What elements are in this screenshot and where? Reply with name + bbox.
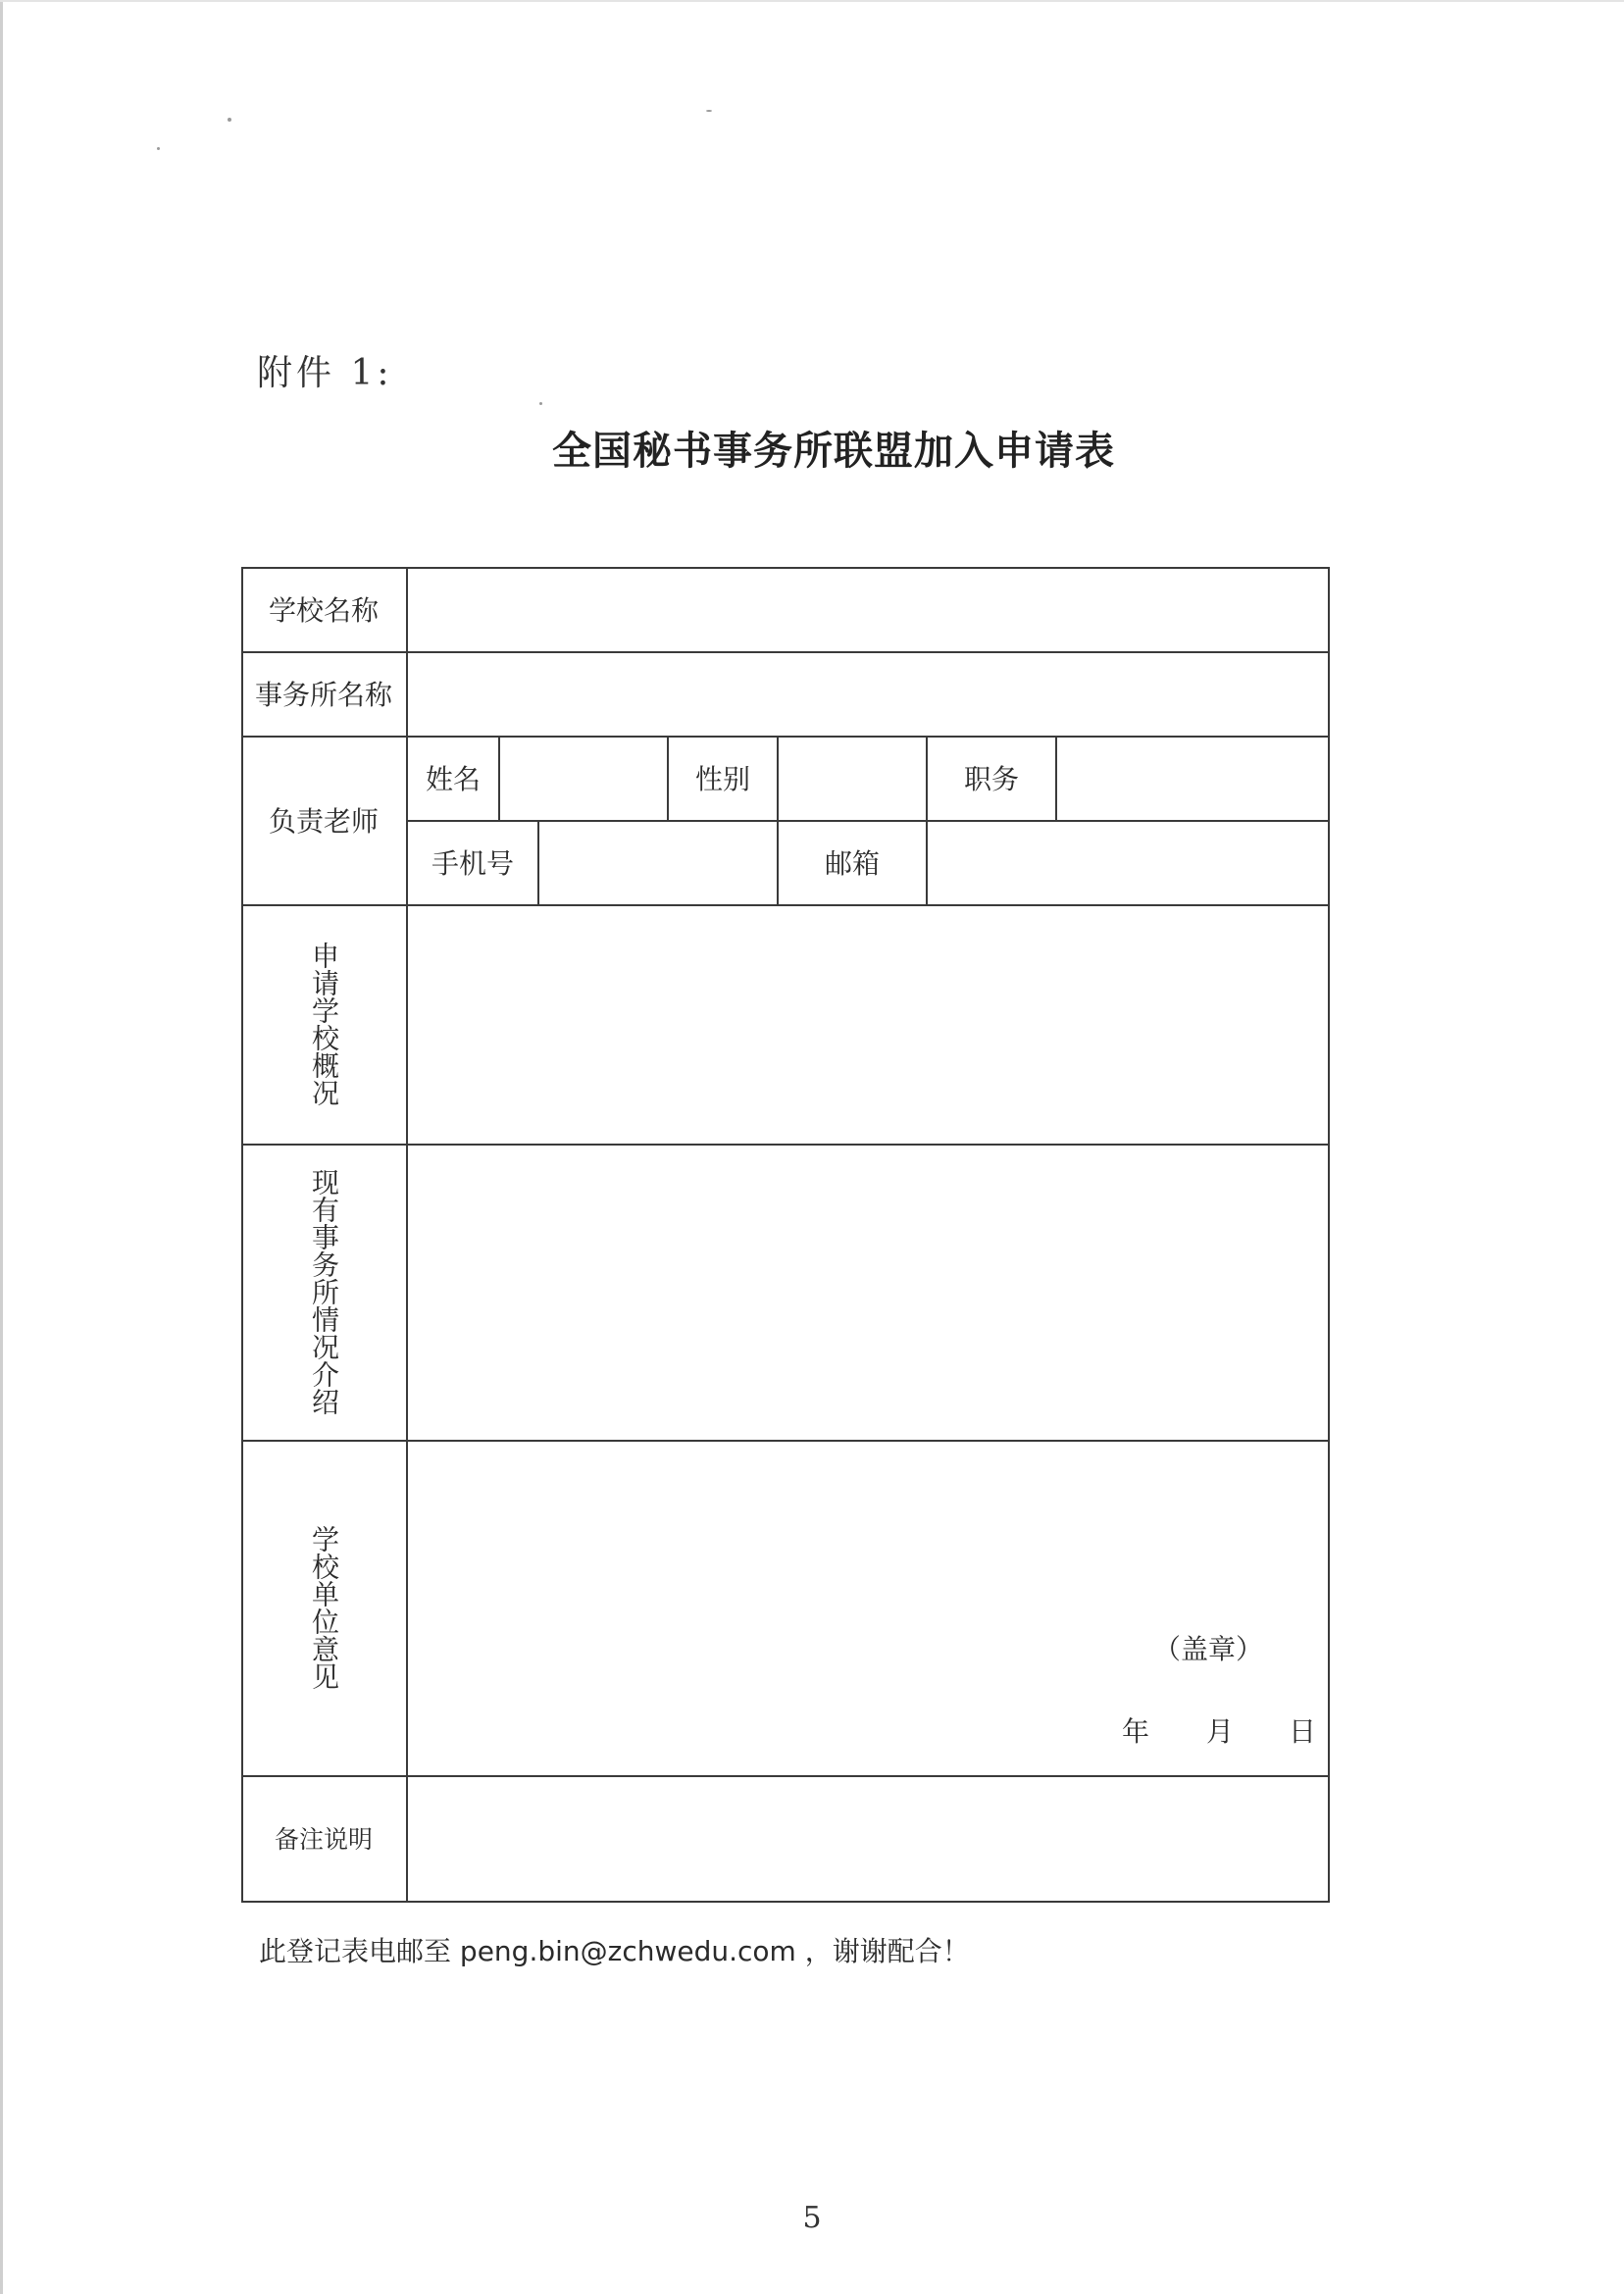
office-name-label: 事务所名称 bbox=[254, 679, 392, 711]
position-field[interactable] bbox=[1057, 738, 1328, 820]
name-label: 姓名 bbox=[425, 763, 481, 795]
email-field[interactable] bbox=[928, 822, 1328, 904]
page-number: 5 bbox=[802, 2201, 822, 2235]
phone-label: 手机号 bbox=[431, 847, 514, 880]
page-title-text: 全国秘书事务所联盟加入申请表 bbox=[552, 429, 1115, 474]
office-intro-label-text: 现有事务所情况介绍 bbox=[308, 1168, 340, 1415]
scan-speck bbox=[539, 402, 542, 405]
day-label: 日 bbox=[1289, 1715, 1317, 1748]
email-label: 邮箱 bbox=[824, 847, 880, 880]
office-intro-field[interactable] bbox=[408, 1146, 1326, 1440]
scan-edge bbox=[0, 0, 3, 2294]
footer-note-prefix: 此登记表电邮至 bbox=[259, 1935, 452, 1967]
office-name-field[interactable] bbox=[408, 653, 1326, 736]
gender-field[interactable] bbox=[779, 738, 926, 820]
teacher-label: 负责老师 bbox=[268, 805, 379, 838]
gender-label: 性别 bbox=[694, 763, 750, 795]
name-field[interactable] bbox=[500, 738, 667, 820]
month-label: 月 bbox=[1206, 1715, 1235, 1748]
page-title bbox=[0, 420, 1624, 476]
footer-note bbox=[259, 1930, 970, 1969]
scan-speck bbox=[706, 110, 712, 112]
form-border bbox=[241, 1901, 1330, 1903]
attachment-label: 附件 1: bbox=[257, 353, 393, 393]
school-opinion-label bbox=[241, 1440, 406, 1775]
school-opinion-label-text: 学校单位意见 bbox=[308, 1525, 340, 1690]
seal-label: （盖章） bbox=[1153, 1633, 1264, 1665]
scan-speck bbox=[228, 118, 231, 122]
footer-email-link[interactable]: peng.bin@zchwedu.com bbox=[459, 1935, 796, 1967]
application-form bbox=[241, 567, 1330, 1903]
scan-edge bbox=[0, 0, 1624, 2]
school-overview-field[interactable] bbox=[408, 906, 1326, 1144]
phone-field[interactable] bbox=[539, 822, 777, 904]
year-label: 年 bbox=[1122, 1715, 1150, 1748]
office-intro-label bbox=[241, 1144, 406, 1440]
school-opinion-field[interactable] bbox=[408, 1442, 1326, 1775]
school-name-label: 学校名称 bbox=[268, 594, 379, 627]
footer-note-suffix: ，谢谢配合！ bbox=[804, 1935, 970, 1967]
position-label: 职务 bbox=[963, 763, 1019, 795]
school-overview-label bbox=[241, 904, 406, 1144]
scan-speck bbox=[157, 147, 160, 150]
remarks-field[interactable] bbox=[408, 1777, 1326, 1901]
form-border bbox=[1328, 567, 1330, 1903]
remarks-label: 备注说明 bbox=[274, 1825, 373, 1854]
school-overview-label-text: 申请学校概况 bbox=[308, 942, 340, 1106]
school-name-field[interactable] bbox=[408, 569, 1326, 651]
